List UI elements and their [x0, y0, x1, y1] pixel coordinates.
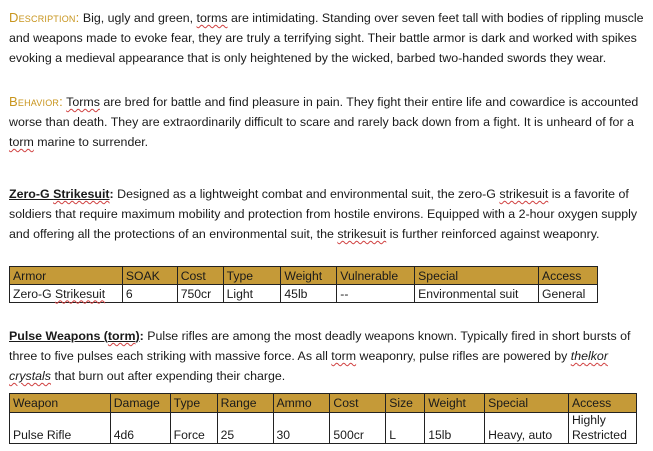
table-row — [10, 285, 598, 303]
description-paragraph: Description: Big, ugly and green, torms are intimidating. Standing over seven feet tall with bodies of rippling muscle and weapons made to evoke fear, they are truly a terrifying sight. Their battle armor is dark and worked with spikes evoking a medieval appearance that is only heightened by the wicked, barbed two-handed swords they wear. — [9, 10, 644, 65]
thelkor-crystals-text: thelkor crystals — [9, 349, 608, 383]
weapon-header-cell: Cost — [330, 394, 386, 413]
weapon-header-cell: Damage — [110, 394, 170, 413]
cost-cell: 500cr — [330, 413, 386, 444]
ammo-cell: 30 — [273, 413, 330, 444]
behavior-heading: Behavior: — [9, 94, 63, 109]
vulnerable-cell: -- — [337, 285, 415, 303]
type-cell: Light — [223, 285, 281, 303]
weapon-table — [9, 393, 637, 444]
pulse-weapons-paragraph: Pulse Weapons (torm): Pulse rifles are among the most deadly weapons known. Typically fired in short bursts of three to five pulses each striking with massive force. As all torm weaponry, pulse rifles are powered by thelkor crystals that burn out after expending their charge. — [9, 329, 631, 383]
spellcheck-word: torms — [196, 11, 228, 25]
spellcheck-word: Torms — [66, 95, 100, 109]
special-cell: Environmental suit — [415, 285, 539, 303]
weapon-header-cell: Size — [386, 394, 425, 413]
weapon-header-cell: Weapon — [10, 394, 111, 413]
access-cell: General — [539, 285, 598, 303]
cost-cell: 750cr — [177, 285, 223, 303]
weapon-header-cell: Range — [217, 394, 273, 413]
access-cell: Highly Restricted — [568, 413, 636, 444]
armor-header-cell: Weight — [281, 267, 337, 285]
table-row — [10, 413, 637, 444]
weapon-header-cell: Special — [485, 394, 569, 413]
armor-header-row — [10, 267, 598, 285]
armor-header-cell: Type — [223, 267, 281, 285]
zero-g-title: Zero-G Strikesuit — [9, 187, 110, 201]
spellcheck-word: torm — [331, 349, 357, 363]
weapon-header-cell: Type — [170, 394, 217, 413]
behavior-paragraph: Behavior: Torms are bred for battle and find pleasure in pain. They fight their entire life and cowardice is accounted worse than death. They are extraordinarily difficult to scare and rarely back down from a fight. It is unheard of for a torm marine to surrender. — [9, 94, 639, 149]
pulse-weapons-title: Pulse Weapons (torm) — [9, 329, 140, 343]
description-heading: Description: — [9, 10, 80, 25]
spellcheck-word: torm — [9, 135, 34, 149]
zero-g-strikesuit-paragraph: Zero-G Strikesuit: Designed as a lightweight combat and environmental suit, the zero-G strikesuit is a favorite of soldiers that require maximum mobility and protection from hostile environs. Equipped with a 2-hour oxygen supply and offering all the protections of an environmental suit, the strikesuit is further reinforced against weaponry. — [9, 187, 638, 241]
weight-cell: 45lb — [281, 285, 337, 303]
weapon-header-cell: Weight — [425, 394, 485, 413]
weapon-name-cell: Pulse Rifle — [10, 413, 111, 444]
special-cell: Heavy, auto — [485, 413, 569, 444]
weight-cell: 15lb — [425, 413, 485, 444]
spellcheck-word: strikesuit — [499, 187, 549, 201]
armor-table — [9, 266, 598, 303]
weapon-header-cell: Ammo — [273, 394, 330, 413]
type-cell: Force — [170, 413, 217, 444]
armor-name-cell: Zero-G Strikesuit — [10, 285, 123, 303]
soak-cell: 6 — [122, 285, 177, 303]
armor-header-cell: Cost — [177, 267, 223, 285]
weapon-header-row — [10, 394, 637, 413]
size-cell: L — [386, 413, 425, 444]
armor-header-cell: Armor — [10, 267, 123, 285]
range-cell: 25 — [217, 413, 273, 444]
damage-cell: 4d6 — [110, 413, 170, 444]
armor-header-cell: SOAK — [122, 267, 177, 285]
armor-header-cell: Special — [415, 267, 539, 285]
armor-header-cell: Access — [539, 267, 598, 285]
weapon-header-cell: Access — [568, 394, 636, 413]
spellcheck-word: strikesuit — [337, 227, 387, 241]
armor-header-cell: Vulnerable — [337, 267, 415, 285]
